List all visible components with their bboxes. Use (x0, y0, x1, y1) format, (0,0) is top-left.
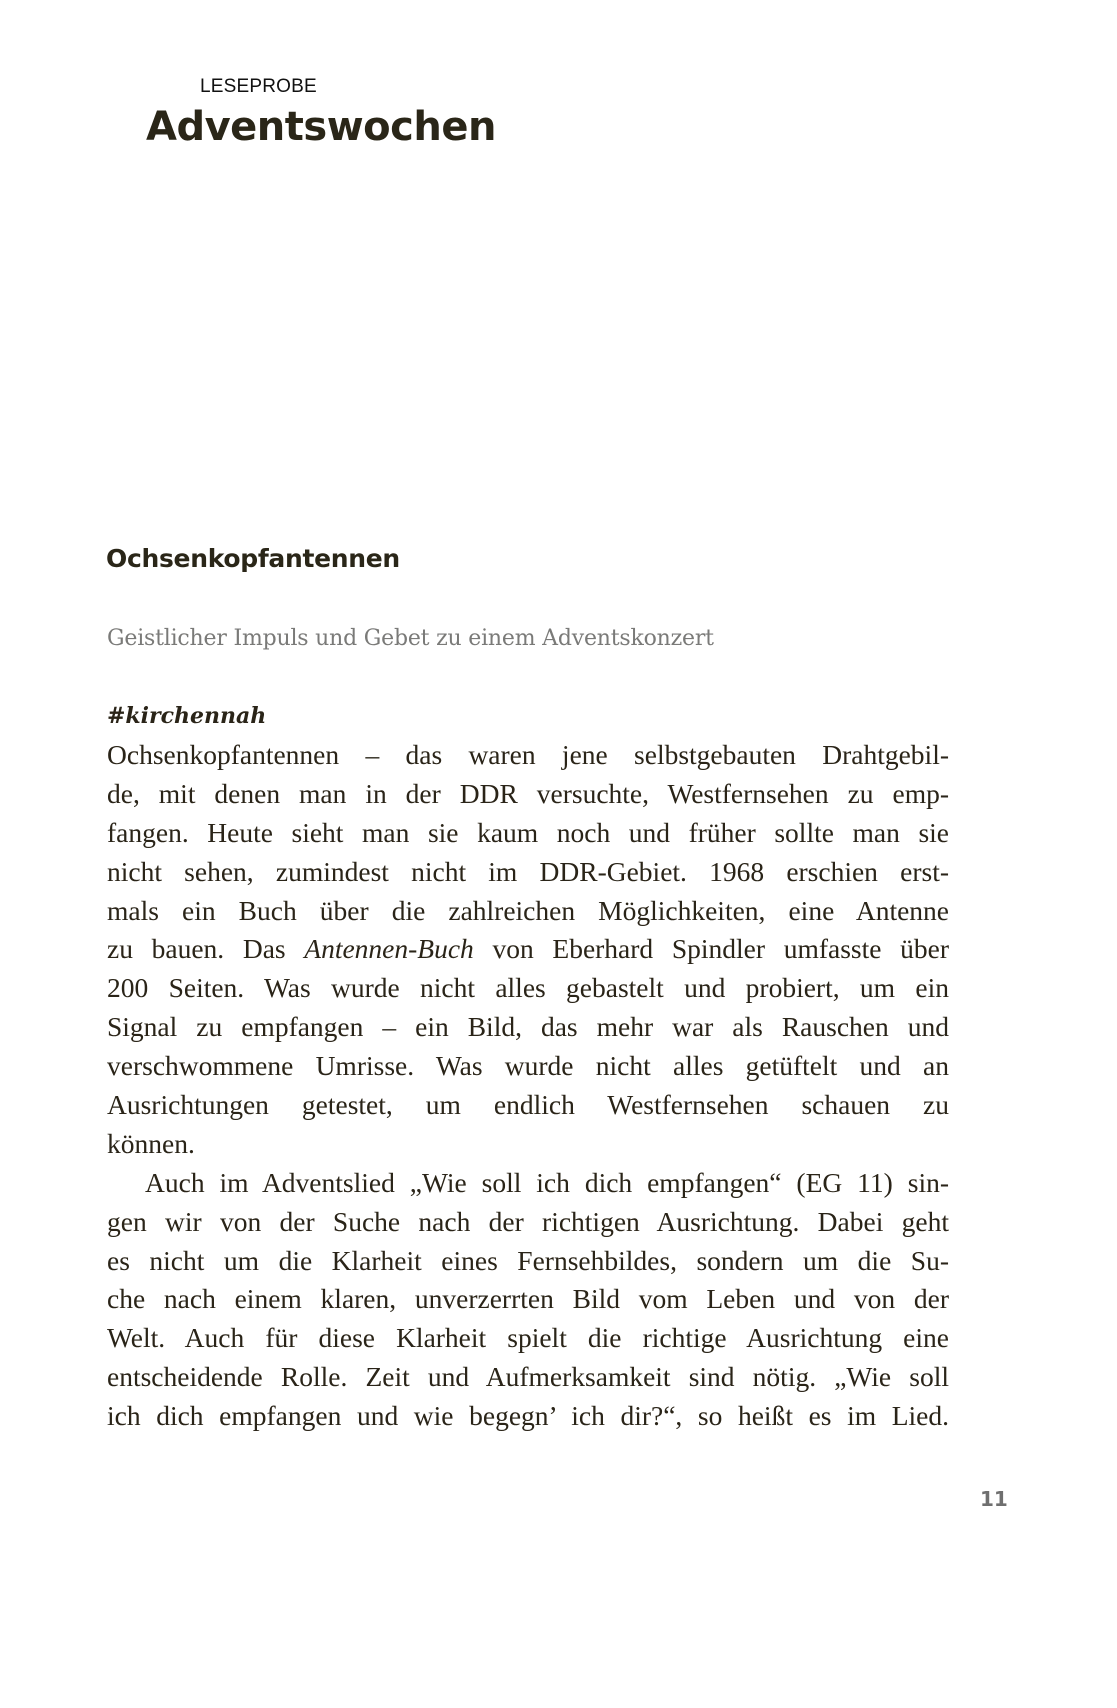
text-line: können. (107, 1127, 195, 1159)
text-segment: zu bauen. Das (107, 933, 305, 965)
chapter-title: Adventswochen (146, 104, 496, 150)
text-line: Signal zu empfangen – ein Bild, das mehr war als Rauschen und (107, 1011, 949, 1043)
text-line: gen wir von der Suche nach der richtigen Ausrichtung. Dabei geht (107, 1205, 949, 1237)
text-line: 200 Seiten. Was wurde nicht alles gebastelt und probiert, um ein (107, 972, 949, 1004)
leseprobe-label: LESEPROBE (200, 76, 317, 97)
body-text (107, 736, 949, 1436)
text-line: ich dich empfangen und wie begegn’ ich dir?“, so heißt es im Lied. (107, 1400, 949, 1432)
text-line: verschwommene Umrisse. Was wurde nicht alles getüftelt und an (107, 1050, 949, 1082)
text-line: Auch im Adventslied „Wie soll ich dich empfangen“ (EG 11) sin- (145, 1166, 949, 1198)
text-line: entscheidende Rolle. Zeit und Aufmerksamkeit sind nötig. „Wie soll (107, 1361, 949, 1393)
text-line: mals ein Buch über die zahlreichen Möglichkeiten, eine Antenne (107, 894, 949, 926)
text-line: Welt. Auch für diese Klarheit spielt die richtige Ausrichtung eine (107, 1322, 949, 1354)
book-title-italic: Antennen-Buch (304, 933, 474, 965)
section-title: Ochsenkopfantennen (106, 544, 400, 573)
text-line-with-italic (107, 930, 949, 969)
text-line: de, mit denen man in der DDR versuchte, Westfernsehen zu emp- (107, 777, 949, 809)
text-line: fangen. Heute sieht man sie kaum noch und früher sollte man sie (107, 816, 949, 848)
text-line: Ochsenkopfantennen – das waren jene selbstgebauten Drahtgebil- (107, 739, 949, 770)
hashtag: #kirchennah (107, 703, 267, 729)
text-segment: von Eberhard Spindler umfasste über (473, 933, 949, 965)
text-line: nicht sehen, zumindest nicht im DDR-Gebiet. 1968 erschien erst- (107, 855, 949, 887)
page-number: 11 (980, 1487, 1008, 1511)
text-line: Ausrichtungen getestet, um endlich Westfernsehen schauen zu (107, 1089, 949, 1121)
paragraph-2 (107, 1164, 949, 1436)
section-subtitle: Geistlicher Impuls und Gebet zu einem Adventskonzert (107, 626, 714, 651)
text-line: es nicht um die Klarheit eines Fernsehbildes, sondern um die Su- (107, 1244, 949, 1276)
paragraph-1 (107, 736, 949, 1164)
text-line: che nach einem klaren, unverzerrten Bild vom Leben und von der (107, 1283, 949, 1315)
